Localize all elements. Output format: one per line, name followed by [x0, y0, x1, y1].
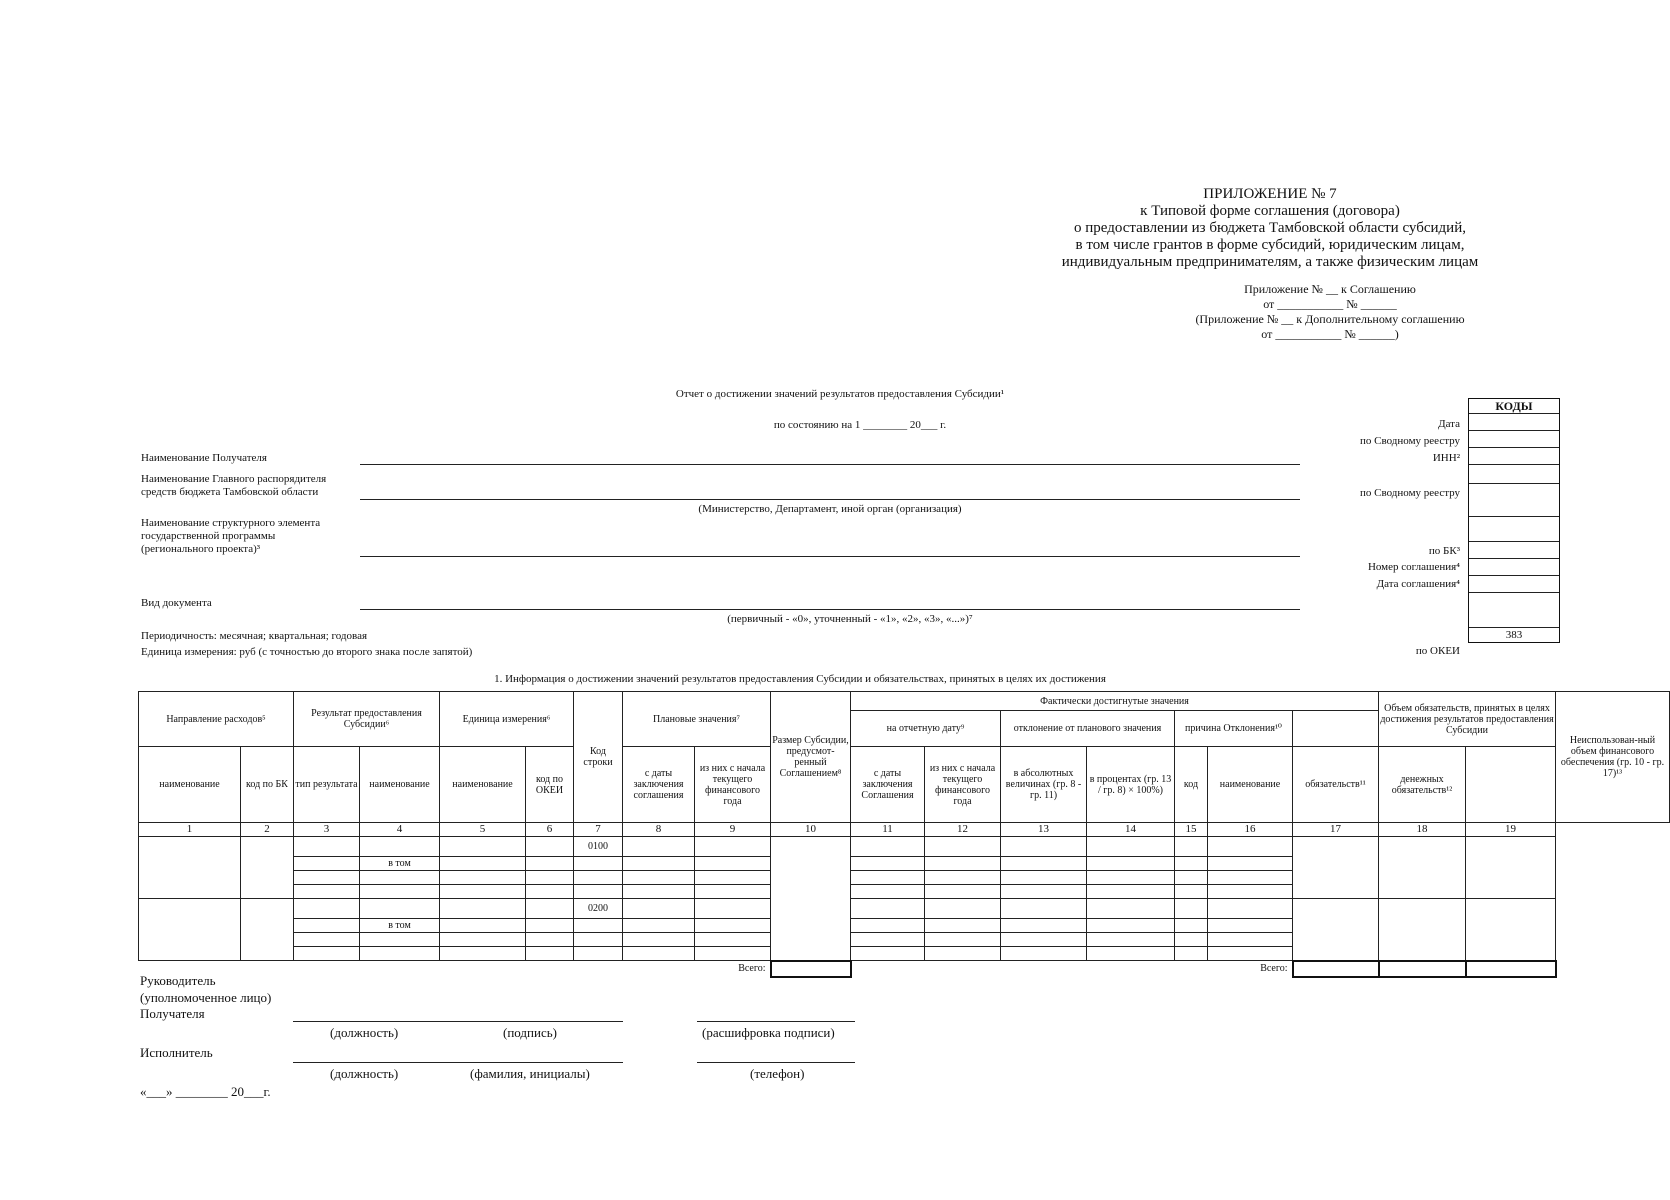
col-num: 12 — [925, 823, 1001, 837]
code-cell-okei: 383 — [1469, 627, 1559, 642]
totals-row — [139, 961, 1670, 977]
code-label-svod1: по Сводному реестру — [1360, 435, 1460, 447]
struct-line[interactable] — [360, 556, 1300, 557]
agreement-ref-3: (Приложение № __ к Дополнительному соглашению — [1195, 312, 1465, 326]
col-num: 18 — [1379, 823, 1466, 837]
col-num: 14 — [1087, 823, 1175, 837]
total-cell-oblig[interactable] — [1293, 961, 1379, 977]
total-cell-subsidy[interactable] — [771, 961, 851, 977]
agreement-ref — [1165, 282, 1495, 342]
th-fact-from: с даты заключения Соглашения — [851, 747, 925, 823]
codes-panel — [1468, 398, 1560, 643]
hint-decode: (расшифровка подписи) — [702, 1025, 835, 1040]
appendix-header — [1010, 186, 1530, 271]
sign-executor: Исполнитель — [140, 1045, 213, 1060]
incl-label: в том — [360, 857, 440, 871]
th-plan-from: с даты заключения соглашения — [623, 747, 695, 823]
th-fact-year: из них с начала текущего финансового года — [925, 747, 1001, 823]
col-num: 17 — [1293, 823, 1379, 837]
th-result: Результат предоставления Субсидии⁶ — [294, 692, 440, 747]
th-direction: Направление расходов⁵ — [139, 692, 294, 747]
hint-phone: (телефон) — [750, 1066, 805, 1081]
label-recipient: Наименование Получателя — [141, 452, 267, 464]
th-bk: код по БК — [241, 747, 294, 823]
appendix-line-2: о предоставлении из бюджета Тамбовской области субсидий, — [1074, 220, 1466, 236]
code-cell-bk[interactable] — [1469, 541, 1559, 558]
code-cell-empty3[interactable] — [1469, 592, 1559, 627]
th-on-date: на отчетную дату⁹ — [851, 711, 1001, 747]
code-label-agreement-date: Дата соглашения⁴ — [1376, 578, 1460, 590]
col-num: 8 — [623, 823, 695, 837]
th-deviation: отклонение от планового значения — [1001, 711, 1175, 747]
sign-head-3: Получателя — [140, 1006, 205, 1021]
code-label-okei: по ОКЕИ — [1415, 645, 1460, 657]
sign-date: «___» ________ 20___г. — [140, 1084, 271, 1099]
col-num: 5 — [440, 823, 526, 837]
table-row[interactable] — [139, 837, 1670, 857]
recipient-line[interactable] — [360, 464, 1300, 465]
row-code-0200: 0200 — [574, 899, 623, 919]
decode-line[interactable] — [697, 1021, 855, 1022]
th-unused: Неиспользован-ный объем финансового обеспечения (гр. 10 - гр. 17)¹³ — [1556, 692, 1670, 823]
th-reason-name: наименование — [1208, 747, 1293, 823]
hint-fio: (фамилия, инициалы) — [470, 1066, 590, 1081]
hint-position-2: (должность) — [330, 1066, 399, 1081]
appendix-line-4: индивидуальным предпринимателям, а также физическим лицам — [1061, 254, 1479, 270]
code-cell-svod2[interactable] — [1469, 483, 1559, 516]
hint-signature: (подпись) — [503, 1025, 557, 1040]
col-num: 13 — [1001, 823, 1087, 837]
doc-type-hint: (первичный - «0», уточненный - «1», «2», «3», «...»)⁷ — [727, 613, 973, 625]
th-pct: в процентах (гр. 13 / гр. 8) × 100%) — [1087, 747, 1175, 823]
code-label-inn: ИНН² — [1432, 452, 1460, 464]
th-name: наименование — [139, 747, 241, 823]
total-label-2: Всего: — [1260, 963, 1288, 975]
th-subsidy-size: Размер Субсидии, предусмот-ренный Соглашением⁸ — [771, 692, 851, 823]
code-cell-svod1[interactable] — [1469, 430, 1559, 447]
col-num: 4 — [360, 823, 440, 837]
code-label-svod2: по Сводному реестру — [1360, 487, 1460, 499]
incl-label: в том — [360, 919, 440, 933]
doc-type-line[interactable] — [360, 609, 1300, 610]
sign-head-2: (уполномоченное лицо) — [140, 990, 272, 1005]
appendix-line-1: к Типовой форме соглашения (договора) — [1140, 203, 1400, 219]
col-num: 3 — [294, 823, 360, 837]
sign-head-1: Руководитель — [140, 973, 216, 988]
code-cell-agreement-no[interactable] — [1469, 558, 1559, 575]
label-doc-type: Вид документа — [141, 597, 212, 609]
th-obligations: Объем обязательств, принятых в целях достижения результатов предоставления Субсидии — [1379, 692, 1556, 747]
th-plan: Плановые значения⁷ — [623, 692, 771, 747]
col-num: 19 — [1466, 823, 1556, 837]
total-cell-money[interactable] — [1379, 961, 1466, 977]
code-label-agreement-no: Номер соглашения⁴ — [1367, 561, 1460, 573]
th-oblig: обязательств¹¹ — [1293, 747, 1379, 823]
agreement-ref-4: от ___________ № ______) — [1261, 327, 1399, 341]
label-struct-2: государственной программы — [141, 530, 276, 542]
col-num: 9 — [695, 823, 771, 837]
total-label-1: Всего: — [738, 963, 766, 975]
col-num: 6 — [526, 823, 574, 837]
row-code-0100: 0100 — [574, 837, 623, 857]
code-cell-date[interactable] — [1469, 413, 1559, 430]
hint-position: (должность) — [330, 1025, 399, 1040]
code-cell-empty2[interactable] — [1469, 516, 1559, 541]
phone-line[interactable] — [697, 1062, 855, 1063]
col-num: 16 — [1208, 823, 1293, 837]
col-num: 1 — [139, 823, 241, 837]
th-type: тип результата — [294, 747, 360, 823]
gr-manager-line[interactable] — [360, 499, 1300, 500]
th-reason-code: код — [1175, 747, 1208, 823]
code-cell-agreement-date[interactable] — [1469, 575, 1559, 592]
th-abs: в абсолютных величинах (гр. 8 - гр. 11) — [1001, 747, 1087, 823]
th-result-name: наименование — [360, 747, 440, 823]
code-cell-empty1[interactable] — [1469, 464, 1559, 483]
report-title: Отчет о достижении значений результатов предоставления Субсидии¹ — [675, 388, 1005, 400]
codes-header: КОДЫ — [1495, 399, 1533, 413]
th-plan-year: из них с начала текущего финансового года — [695, 747, 771, 823]
agreement-ref-1: Приложение № __ к Соглашению — [1244, 282, 1416, 296]
th-okei: код по ОКЕИ — [526, 747, 574, 823]
col-num: 15 — [1175, 823, 1208, 837]
position-line[interactable] — [293, 1021, 623, 1022]
appendix-title: ПРИЛОЖЕНИЕ № 7 — [1203, 186, 1337, 202]
section1-title: 1. Информация о достижении значений результатов предоставления Субсидии и обязательствах, принятых в целях их достижения — [494, 673, 1106, 685]
label-gr-manager-2: средств бюджета Тамбовской области — [141, 486, 319, 498]
col-num: 11 — [851, 823, 925, 837]
total-cell-unused[interactable] — [1466, 961, 1556, 977]
col-num: 10 — [771, 823, 851, 837]
code-cell-inn[interactable] — [1469, 447, 1559, 464]
appendix-line-3: в том числе грантов в форме субсидий, юридическим лицам, — [1075, 237, 1465, 253]
th-fact: Фактически достигнутые значения — [851, 692, 1379, 711]
th-money: денежных обязательств¹² — [1379, 747, 1466, 823]
col-num: 7 — [574, 823, 623, 837]
label-unit: Единица измерения: руб (с точностью до второго знака после запятой) — [141, 646, 473, 658]
label-gr-manager-1: Наименование Главного распорядителя — [141, 473, 327, 485]
th-unit-name: наименование — [440, 747, 526, 823]
code-label-date: Дата — [1438, 418, 1460, 430]
code-label-bk: по БК³ — [1428, 545, 1460, 557]
label-periodicity: Периодичность: месячная; квартальная; годовая — [141, 630, 368, 642]
report-as-of: по состоянию на 1 ________ 20___ г. — [773, 419, 947, 431]
results-table — [138, 691, 1670, 978]
th-unit: Единица измерения⁶ — [440, 692, 574, 747]
ministry-hint: (Министерство, Департамент, иной орган (организация) — [698, 503, 962, 515]
executor-line[interactable] — [293, 1062, 623, 1063]
table-row[interactable] — [139, 899, 1670, 919]
column-numbers-row — [139, 823, 1670, 837]
th-row-code: Код строки — [574, 692, 623, 823]
label-struct-1: Наименование структурного элемента — [141, 517, 321, 529]
label-struct-3: (регионального проекта)³ — [141, 543, 261, 555]
th-reason: причина Отклонения¹⁰ — [1175, 711, 1293, 747]
col-num: 2 — [241, 823, 294, 837]
agreement-ref-2: от ___________ № ______ — [1263, 297, 1397, 311]
